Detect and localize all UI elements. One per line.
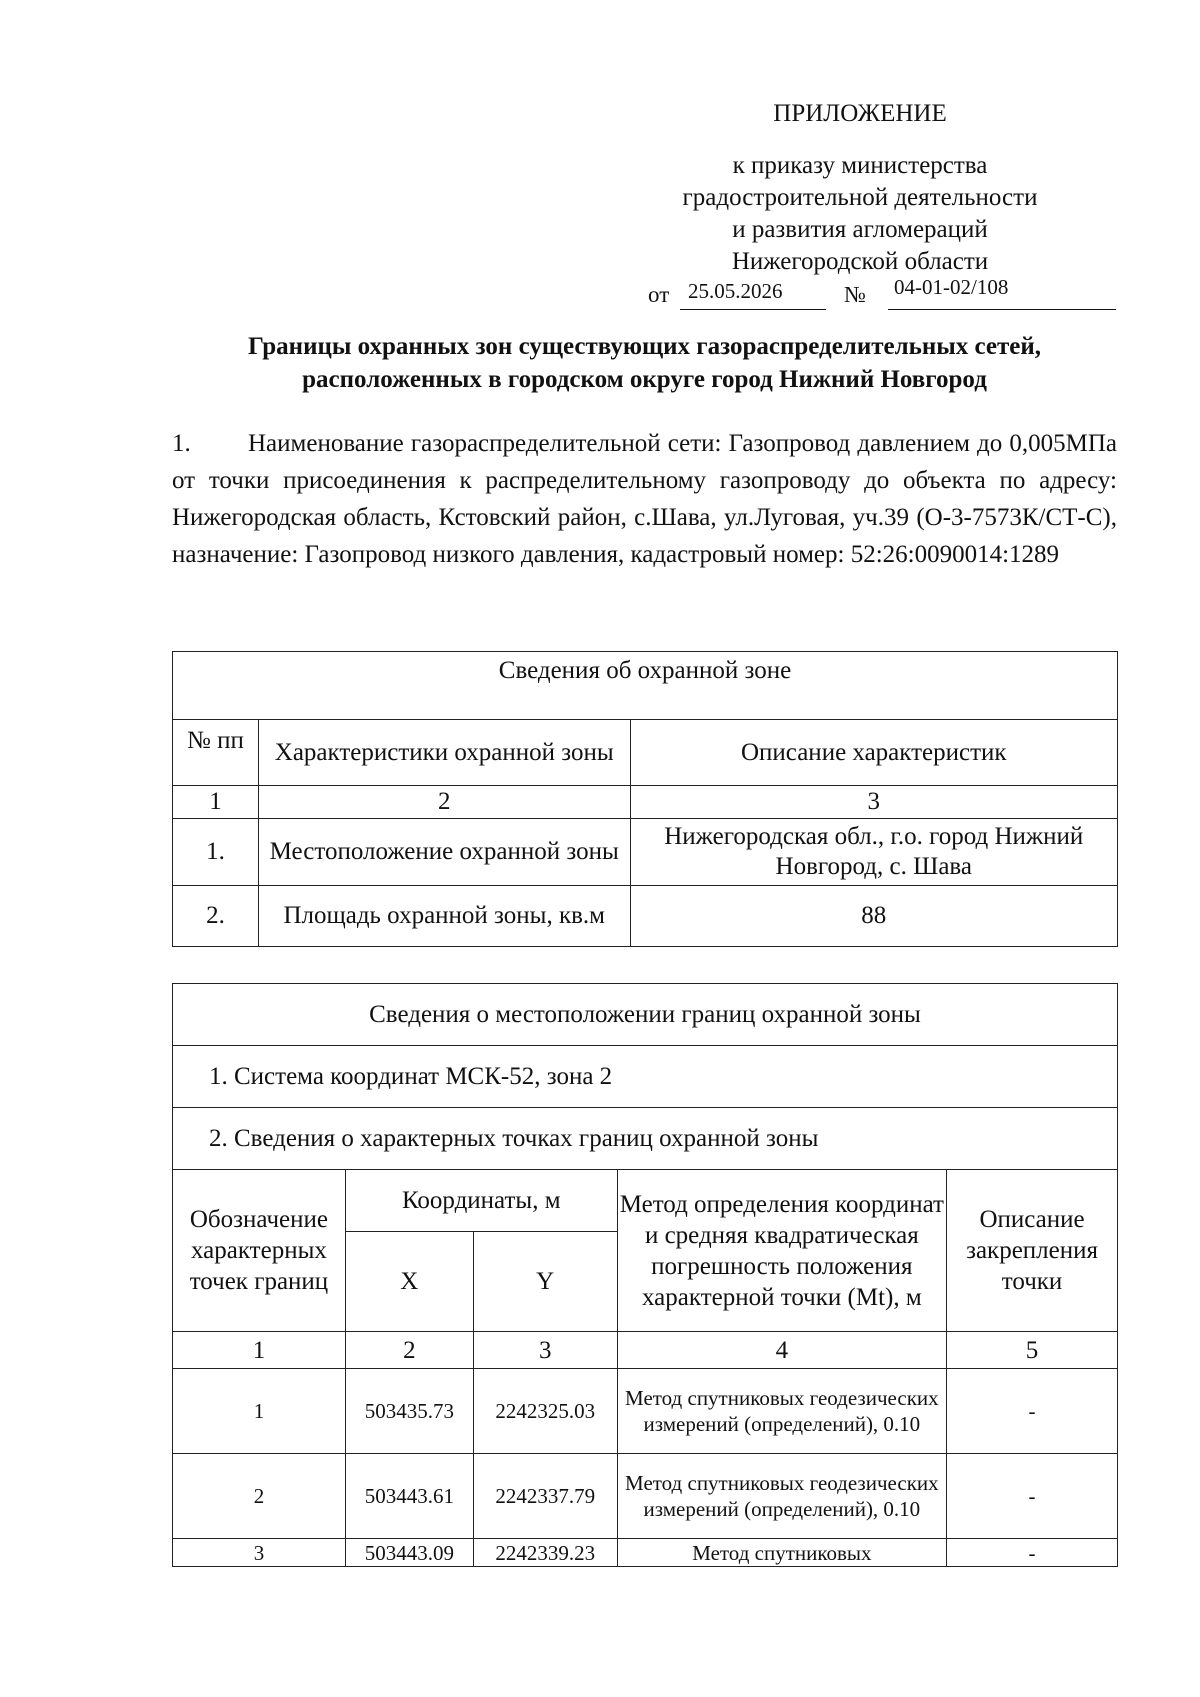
table-row [173,886,1118,947]
column-number: 1 [173,1332,346,1369]
title-line: Границы охранных зон существующих газораспределительных сетей, [247,333,1042,360]
point-y: 2242337.79 [473,1454,617,1539]
point-id: 3 [173,1539,346,1567]
header-cell: Описание характеристик [630,720,1117,786]
order-reference [648,276,1118,310]
row-name: Площадь охранной зоны, кв.м [258,886,630,947]
header-point: Обозначение характерных точек границ [173,1170,346,1332]
appendix-line: и развития агломераций [732,216,988,243]
title-line: расположенных в городском округе город Нижний Новгород [302,366,987,393]
appendix-line: Нижегородской области [731,248,989,275]
row-name: Местоположение охранной зоны [258,819,630,886]
date-underline [680,309,826,310]
points-title: 2. Сведения о характерных точках границ охранной зоны [173,1108,1118,1170]
order-date: 25.05.2026 [688,279,783,303]
table-row [173,1454,1118,1539]
number-underline [888,309,1116,310]
header-coords: Координаты, м [345,1170,617,1232]
column-number: 3 [630,786,1117,819]
zone-info-table [172,651,1118,947]
point-id: 2 [173,1454,346,1539]
bounds-table-title: Сведения о местоположении границ охранной зоны [173,984,1118,1046]
header-desc: Описание закрепления точки [947,1170,1118,1332]
point-id: 1 [173,1369,346,1454]
appendix-line: градостроительной деятельности [682,184,1038,211]
header-cell: № пп [173,720,259,786]
point-x: 503443.09 [345,1539,473,1567]
appendix-line: к приказу министерства [732,152,988,179]
column-number: 1 [173,786,259,819]
point-x: 503443.61 [345,1454,473,1539]
header-cell: Характеристики охранной зоны [258,720,630,786]
header-x: X [345,1232,473,1332]
point-method: Метод спутниковых [617,1539,946,1567]
bounds-table [172,983,1118,1567]
appendix-subtitle [640,150,1080,278]
point-x: 503435.73 [345,1369,473,1454]
appendix-title: ПРИЛОЖЕНИЕ [773,100,947,127]
number-label: № [844,282,866,307]
column-number: 3 [473,1332,617,1369]
column-number: 4 [617,1332,946,1369]
point-desc: - [947,1454,1118,1539]
date-label: от [648,282,670,307]
header-method: Метод определения координат и средняя квадратическая погрешность положения характерной точки (Mt), м [617,1170,946,1332]
section-text: Наименование газораспределительной сети: Газопровод давлением до 0,005МПа от точки присоединения к распределительному газопроводу до объекта по адресу: Нижегородская область, Кстовский район, с.Шава, ул.Луговая, уч.39 (О-3-7573К/СТ-С), назначение: Газопровод низкого давления, кадастровый номер: 52:26:0090014:1289 [172,430,1117,568]
order-number: 04-01-02/108 [894,275,1009,299]
point-method: Метод спутниковых геодезических измерений (определений), 0.10 [617,1369,946,1454]
point-desc: - [947,1539,1118,1567]
section-number: 1. [172,430,191,457]
section-1-paragraph [172,425,1117,573]
table-row [173,1369,1118,1454]
row-number: 1. [173,819,259,886]
column-number: 2 [258,786,630,819]
point-method: Метод спутниковых геодезических измерений (определений), 0.10 [617,1454,946,1539]
row-value: Нижегородская обл., г.о. город Нижний Новгород, с. Шава [630,819,1117,886]
header-y: Y [473,1232,617,1332]
zone-table-title: Сведения об охранной зоне [173,652,1118,720]
column-number: 5 [947,1332,1118,1369]
table-row [173,819,1118,886]
point-y: 2242339.23 [473,1539,617,1567]
coordinate-system: 1. Система координат МСК-52, зона 2 [173,1046,1118,1108]
row-value: 88 [630,886,1117,947]
column-number: 2 [345,1332,473,1369]
point-desc: - [947,1369,1118,1454]
point-y: 2242325.03 [473,1369,617,1454]
document-title [172,330,1117,396]
table-row [173,1539,1118,1567]
row-number: 2. [173,886,259,947]
